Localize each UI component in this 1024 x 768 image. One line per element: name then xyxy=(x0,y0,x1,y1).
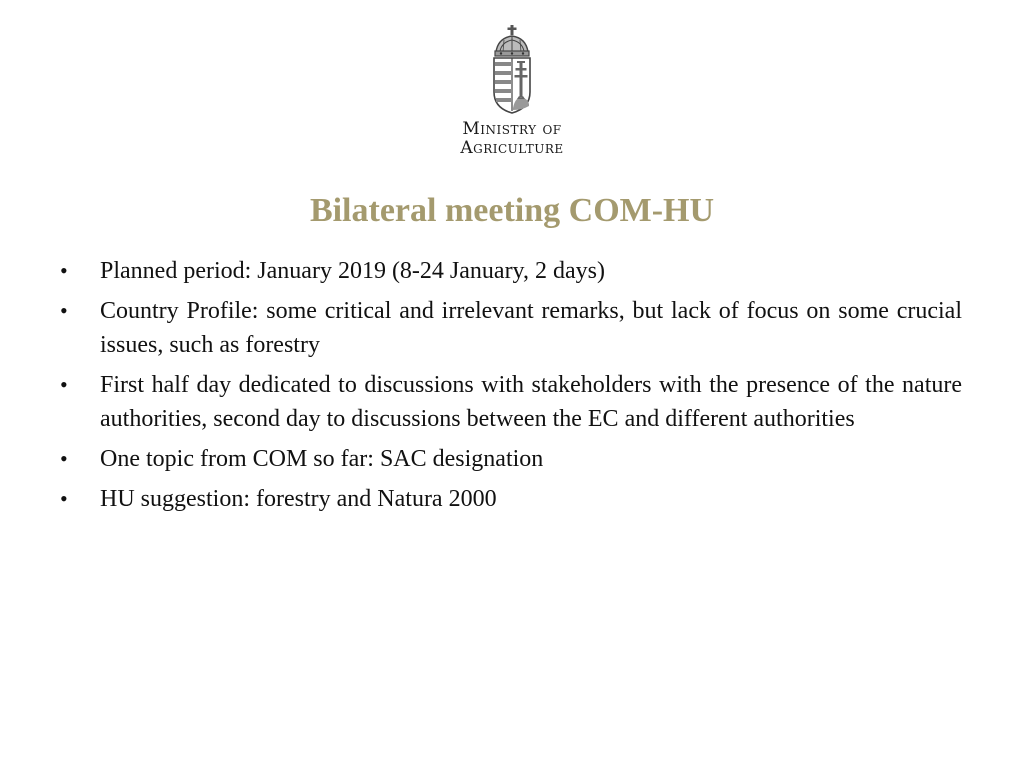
bullet-item xyxy=(58,368,962,436)
bullet-text: HU suggestion: forestry and Natura 2000 xyxy=(100,486,497,512)
bullet-text: Country Profile: some critical and irrelevant remarks, but lack of focus on some crucial issues, such as forestry xyxy=(100,298,962,358)
bullet-list xyxy=(58,254,962,522)
bullet-dot: • xyxy=(60,258,68,283)
bullet-item xyxy=(58,294,962,362)
ministry-name-line-1: Ministry of xyxy=(462,119,562,139)
bullet-item xyxy=(58,482,962,516)
bullet-item xyxy=(58,254,962,288)
bullet-text: One topic from COM so far: SAC designation xyxy=(100,446,544,472)
bullet-dot: • xyxy=(60,298,68,323)
bullet-dot: • xyxy=(60,486,68,511)
bullet-dot: • xyxy=(60,446,68,471)
bullet-dot: • xyxy=(60,372,68,397)
bullet-text: First half day dedicated to discussions with stakeholders with the presence of the nature authorities, second day to discussions between the EC and different authorities xyxy=(100,372,962,432)
ministry-logo xyxy=(440,24,584,158)
hungarian-coat-of-arms-icon xyxy=(488,24,536,114)
slide-title: Bilateral meeting COM-HU xyxy=(309,192,715,229)
ministry-name-line-2: Agriculture xyxy=(460,138,564,158)
bullet-item xyxy=(58,442,962,476)
bullet-text: Planned period: January 2019 (8-24 January, 2 days) xyxy=(100,258,605,284)
